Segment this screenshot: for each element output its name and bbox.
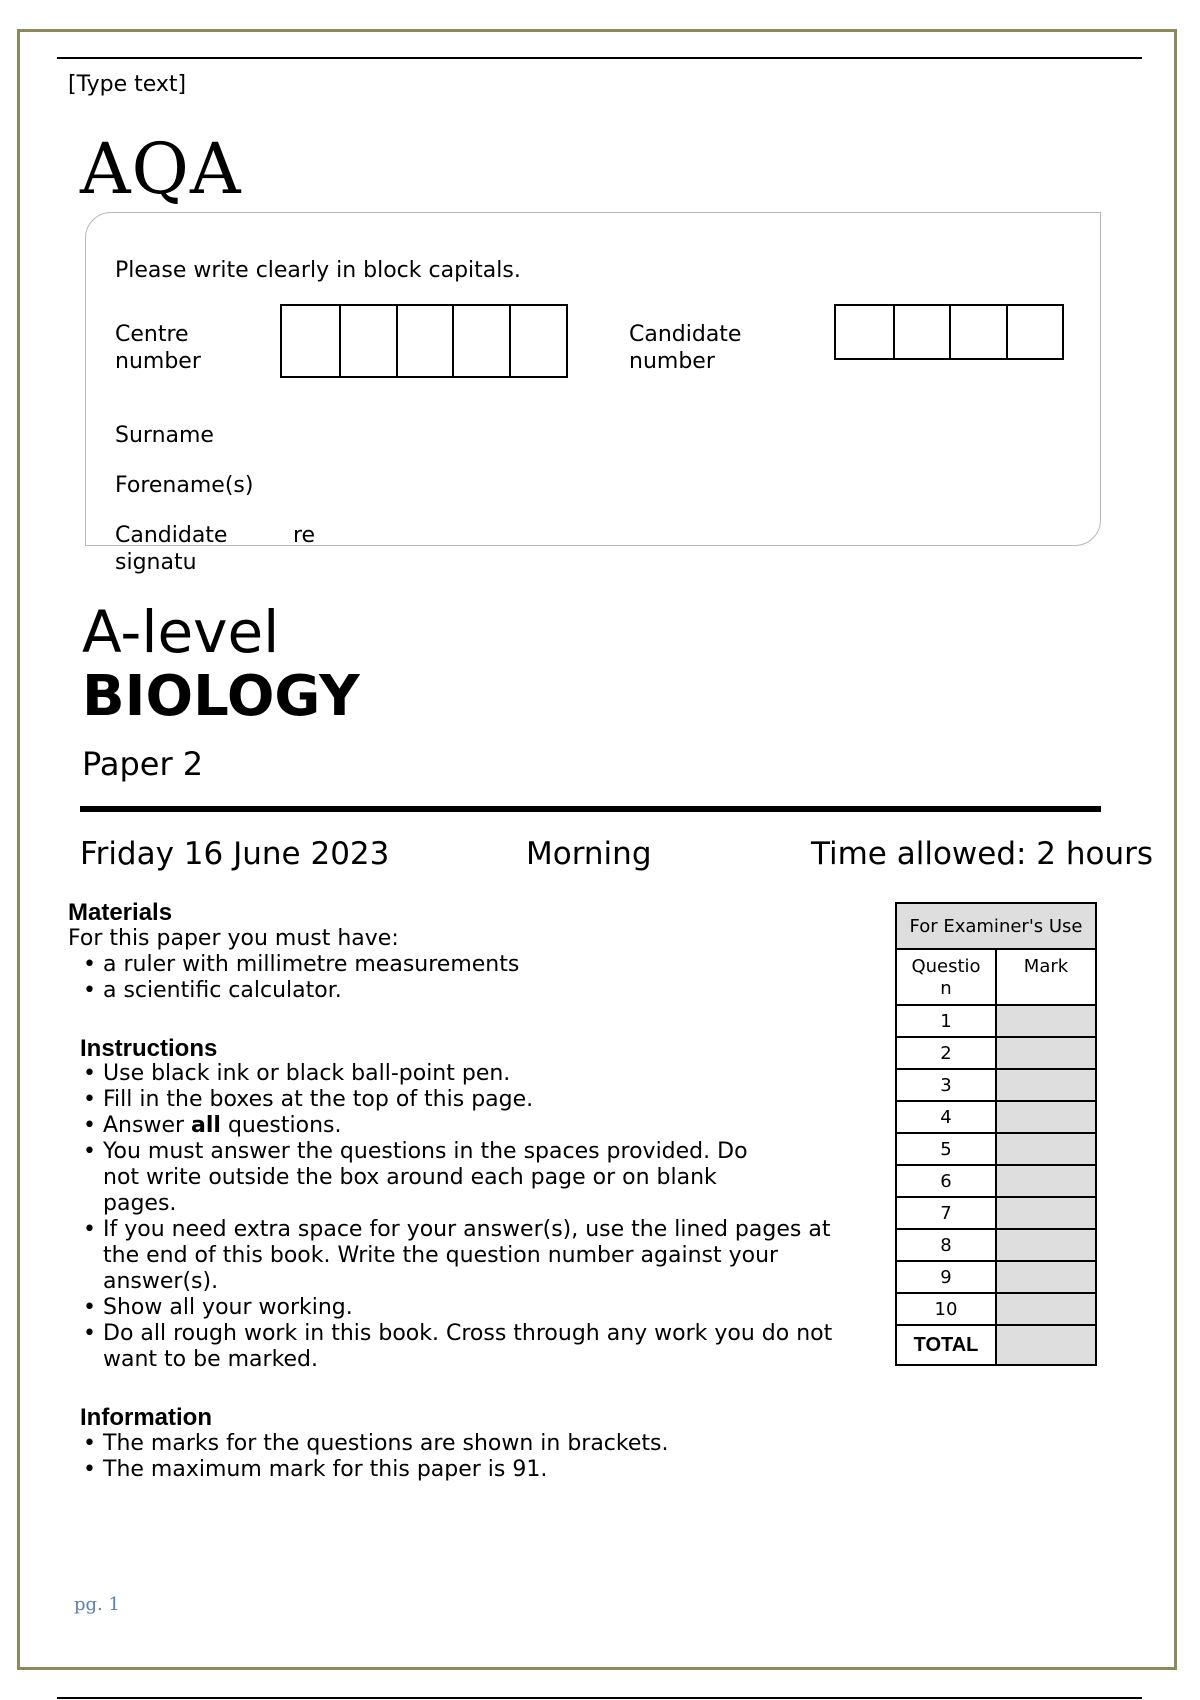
centre-digit-box[interactable] xyxy=(339,306,396,376)
block-capitals-instruction: Please write clearly in block capitals. xyxy=(115,258,521,283)
mark-cell[interactable] xyxy=(996,1229,1096,1261)
candidate-number-boxes[interactable] xyxy=(834,304,1064,360)
mark-cell[interactable] xyxy=(996,1037,1096,1069)
surname-label: Surname xyxy=(115,423,214,448)
mark-cell[interactable] xyxy=(996,1005,1096,1037)
candidate-number-label: Candidate number xyxy=(629,322,742,374)
question-number: 9 xyxy=(896,1261,996,1293)
total-label: TOTAL xyxy=(896,1325,996,1365)
signature-label: Candidate xyxy=(115,523,228,548)
paper-number: Paper 2 xyxy=(82,745,204,783)
mark-cell[interactable] xyxy=(996,1101,1096,1133)
list-item-text: The maximum mark for this paper is 91. xyxy=(103,1457,548,1482)
list-item xyxy=(80,1061,850,1087)
question-number: 7 xyxy=(896,1197,996,1229)
question-column-header xyxy=(896,949,996,1005)
list-item xyxy=(80,1113,850,1139)
forenames-label: Forename(s) xyxy=(115,473,254,498)
list-item xyxy=(80,978,640,1004)
materials-list xyxy=(80,952,640,1004)
list-item xyxy=(80,1217,863,1295)
list-item-text: Answer all questions. xyxy=(103,1113,342,1138)
table-row xyxy=(896,1133,1096,1165)
table-row xyxy=(896,1293,1096,1325)
list-item-text: If you need extra space for your answer(s), use the lined pages at the end of this book. Write the question number against your answer(s). xyxy=(103,1217,831,1294)
list-item xyxy=(80,1431,840,1457)
centre-digit-box[interactable] xyxy=(396,306,453,376)
instructions-heading: Instructions xyxy=(80,1035,218,1062)
signature-label-fragment: re xyxy=(293,523,316,548)
information-heading: Information xyxy=(80,1404,212,1431)
table-row xyxy=(896,1197,1096,1229)
candidate-digit-box[interactable] xyxy=(1006,306,1063,358)
subject-title: BIOLOGY xyxy=(82,664,360,729)
list-item-text: Use black ink or black ball-point pen. xyxy=(103,1061,511,1086)
list-item xyxy=(80,1295,850,1321)
list-item-text: a ruler with millimetre measurements xyxy=(103,952,520,977)
list-item-text: You must answer the questions in the spaces provided. Do not write outside the box around each page or on blank pages. xyxy=(103,1139,748,1216)
list-item-text: The marks for the questions are shown in brackets. xyxy=(103,1431,669,1456)
information-list xyxy=(80,1431,840,1483)
exam-session: Morning xyxy=(526,836,652,872)
title-divider xyxy=(80,806,1101,812)
list-item xyxy=(80,1087,850,1113)
candidate-digit-box[interactable] xyxy=(836,306,893,358)
candidate-digit-box[interactable] xyxy=(893,306,950,358)
list-item xyxy=(80,1321,843,1373)
question-number: 10 xyxy=(896,1293,996,1325)
table-row xyxy=(896,1261,1096,1293)
question-number: 6 xyxy=(896,1165,996,1197)
exam-date: Friday 16 June 2023 xyxy=(80,836,390,872)
signature-label-fragment: signatu xyxy=(115,550,197,575)
header-rule xyxy=(57,57,1142,59)
page-number: pg. 1 xyxy=(74,1594,120,1615)
instructions-list xyxy=(80,1061,850,1373)
mark-cell[interactable] xyxy=(996,1133,1096,1165)
mark-column-header: Mark xyxy=(996,949,1096,1005)
candidate-digit-box[interactable] xyxy=(949,306,1006,358)
materials-heading: Materials xyxy=(68,899,173,926)
list-item-text: Do all rough work in this book. Cross through any work you do not want to be marked. xyxy=(103,1321,833,1372)
aqa-logo: AQA xyxy=(80,128,242,210)
list-item xyxy=(80,1139,783,1217)
centre-number-boxes[interactable] xyxy=(280,304,568,378)
table-row xyxy=(896,1005,1096,1037)
mark-cell[interactable] xyxy=(996,1197,1096,1229)
table-row xyxy=(896,1165,1096,1197)
question-number: 3 xyxy=(896,1069,996,1101)
centre-digit-box[interactable] xyxy=(452,306,509,376)
table-row xyxy=(896,1101,1096,1133)
centre-number-label: Centre number xyxy=(115,322,201,374)
question-number: 8 xyxy=(896,1229,996,1261)
total-mark-cell[interactable] xyxy=(996,1325,1096,1365)
time-allowed: Time allowed: 2 hours xyxy=(811,836,1154,872)
centre-digit-box[interactable] xyxy=(282,306,339,376)
examiner-table-title: For Examiner's Use xyxy=(896,903,1096,949)
total-row xyxy=(896,1325,1096,1365)
list-item xyxy=(80,1457,840,1483)
qualification-level: A-level xyxy=(82,598,280,666)
materials-intro: For this paper you must have: xyxy=(68,926,399,951)
table-row xyxy=(896,1069,1096,1101)
question-column-label: Question xyxy=(911,956,981,999)
mark-cell[interactable] xyxy=(996,1069,1096,1101)
question-number: 2 xyxy=(896,1037,996,1069)
question-number: 5 xyxy=(896,1133,996,1165)
table-row xyxy=(896,1229,1096,1261)
centre-digit-box[interactable] xyxy=(509,306,566,376)
question-number: 1 xyxy=(896,1005,996,1037)
table-row xyxy=(896,1037,1096,1069)
mark-cell[interactable] xyxy=(996,1261,1096,1293)
mark-cell[interactable] xyxy=(996,1165,1096,1197)
footer-rule xyxy=(57,1697,1142,1699)
list-item-text: a scientific calculator. xyxy=(103,978,342,1003)
list-item xyxy=(80,952,640,978)
examiner-use-table xyxy=(895,902,1097,1366)
header-placeholder-text: [Type text] xyxy=(68,72,187,97)
list-item-text: Show all your working. xyxy=(103,1295,353,1320)
list-item-text: Fill in the boxes at the top of this page. xyxy=(103,1087,534,1112)
question-number: 4 xyxy=(896,1101,996,1133)
mark-cell[interactable] xyxy=(996,1293,1096,1325)
